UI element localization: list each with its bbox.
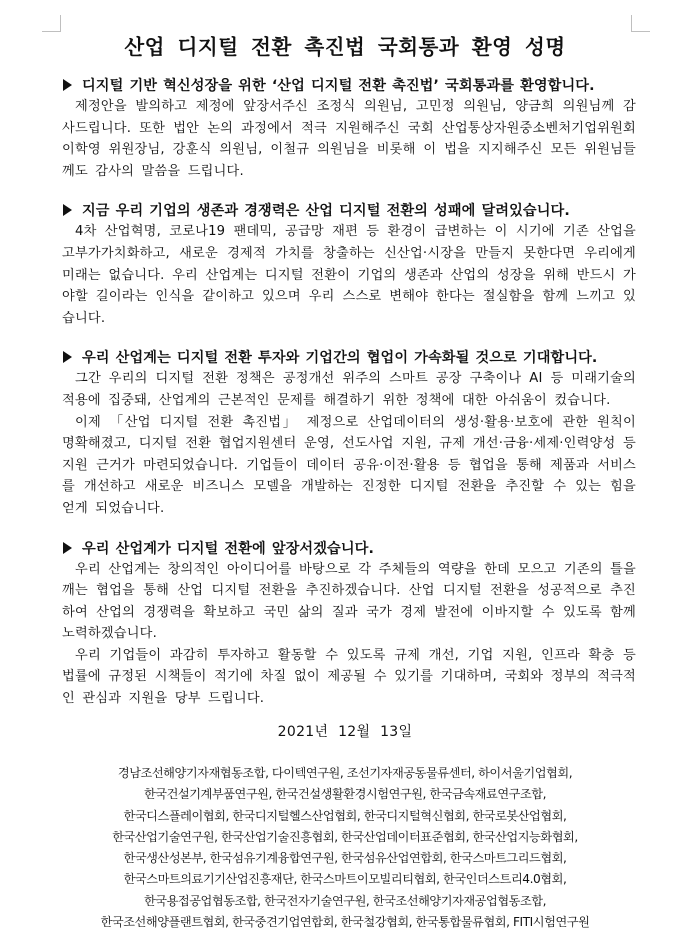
signatory-line: 한국조선해양플랜트협회, 한국중견기업연합회, 한국철강협회, 한국통합물류협회, FITI시험연구원: [100, 915, 590, 930]
section-paragraph: 우리 기업들이 과감히 투자하고 활동할 수 있도록 규제 개선, 기업 지원, 인프라 확충 등 법률에 규정된 시책들이 적기에 차질 없이 제공될 수 있기를 기대하며, 국회와 정부의 적극적인 관심과 지원을 당부 드립니다.: [62, 647, 636, 707]
signatory-line: 경남조선해양기자재협동조합, 다이텍연구원, 조선기자재공동물류센터, 하이서울기업협회,: [117, 766, 573, 780]
section-paragraph: 그간 우리의 디지털 전환 정책은 공정개선 위주의 스마트 공장 구축이나 AI 등 미래기술의 적용에 집중돼, 산업계의 근본적인 문제를 해결하기 위한 정책에 대한 아쉬움이 컸습니다.: [62, 371, 636, 408]
signatory-line: 한국생산성본부, 한국섬유기계융합연구원, 한국섬유산업연합회, 한국스마트그리드협회,: [123, 851, 567, 866]
triangle-bullet-icon: [63, 79, 72, 91]
section-paragraph: 제정안을 발의하고 제정에 앞장서주신 조정식 의원님, 고민정 의원님, 양금희 의원님께 감사드립니다. 또한 법안 논의 과정에서 적극 지원해주신 국회 산업통상자원중소벤처기업위원회 이학영 위원장님, 강훈식 의원님, 이철규 의원님을 비롯해 이 법을 지지해주신 모든 위원님들께도 감사의 말씀을 드립니다.: [62, 99, 636, 179]
signatory-line: 한국용접공업협동조합, 한국전자기술연구원, 한국조선해양기자재공업협동조합,: [143, 893, 547, 908]
document-title: 산업 디지털 전환 촉진법 국회통과 환영 성명: [124, 35, 566, 59]
section-2: [62, 201, 636, 329]
statement-date: 2021년 12월 13일: [277, 724, 413, 740]
triangle-bullet-icon: [63, 351, 72, 363]
section-heading: 우리 산업계가 디지털 전환에 앞장서겠습니다.: [62, 539, 636, 559]
signatory-line: 한국디스플레이협회, 한국디지털헬스산업협회, 한국디지털혁신협회, 한국로봇산업협회,: [123, 808, 567, 823]
section-3: [62, 348, 636, 519]
signatory-line: 한국스마트의료기기산업진흥재단, 한국스마트이모빌리티협회, 한국인더스트리4.0협회,: [123, 872, 567, 887]
section-heading: 우리 산업계는 디지털 전환 투자와 기업간의 협업이 가속화될 것으로 기대합니다.: [62, 348, 636, 368]
section-1: [62, 76, 636, 182]
section-paragraph: 이제 「산업 디지털 전환 촉진법」 제정으로 산업데이터의 생성·활용·보호에 관한 원칙이 명확해졌고, 디지털 전환 협업지원센터 운영, 선도사업 지원, 규제 개선·금융·세제·인력양성 등 지원 근거가 마련되었습니다. 기업들이 데이터 공유·이전·활용 등 협업을 통해 제품과 서비스를 개선하고 새로운 비즈니스 모델을 개발하는 진정한 디지털 전환을 추진할 수 있는 힘을 얻게 되었습니다.: [62, 414, 636, 516]
section-paragraph: 우리 산업계는 창의적인 아이디어를 바탕으로 각 주체들의 역량을 한데 모으고 기존의 틀을 깨는 협업을 통해 산업 디지털 전환을 추진하겠습니다. 산업 디지털 전환을 성공적으로 추진하여 산업의 경쟁력을 확보하고 국민 삶의 질과 국가 경제 발전에 이바지할 수 있도록 함께 노력하겠습니다.: [62, 561, 636, 642]
triangle-bullet-icon: [63, 204, 72, 216]
section-4: [62, 539, 636, 710]
signatory-organizations: [55, 763, 635, 933]
signatory-line: 한국산업기술연구원, 한국산업기술진흥협회, 한국산업데이터표준협회, 한국산업지능화협회,: [112, 829, 578, 844]
section-heading: 디지털 기반 혁신성장을 위한 ‘산업 디지털 전환 촉진법’ 국회통과를 환영합니다.: [62, 76, 636, 96]
section-paragraph: 4차 산업혁명, 코로나19 팬데믹, 공급망 재편 등 환경이 급변하는 이 시기에 기존 산업을 고부가가치화하고, 새로운 경제적 가치를 창출하는 신산업·시장을 만들지 못한다면 우리에게 미래는 없습니다. 우리 산업계는 디지털 전환이 기업의 생존과 산업의 성장을 위해 반드시 가야할 길이라는 인식을 같이하고 있으며 우리 스스로 변해야 한다는 절실함을 함께 느끼고 있습니다.: [62, 224, 636, 326]
section-heading: 지금 우리 기업의 생존과 경쟁력은 산업 디지털 전환의 성패에 달려있습니다.: [62, 201, 636, 221]
triangle-bullet-icon: [63, 542, 72, 554]
signatory-line: 한국건설기계부품연구원, 한국건설생활환경시험연구원, 한국금속재료연구조합,: [143, 787, 547, 802]
document-body: [62, 76, 636, 729]
